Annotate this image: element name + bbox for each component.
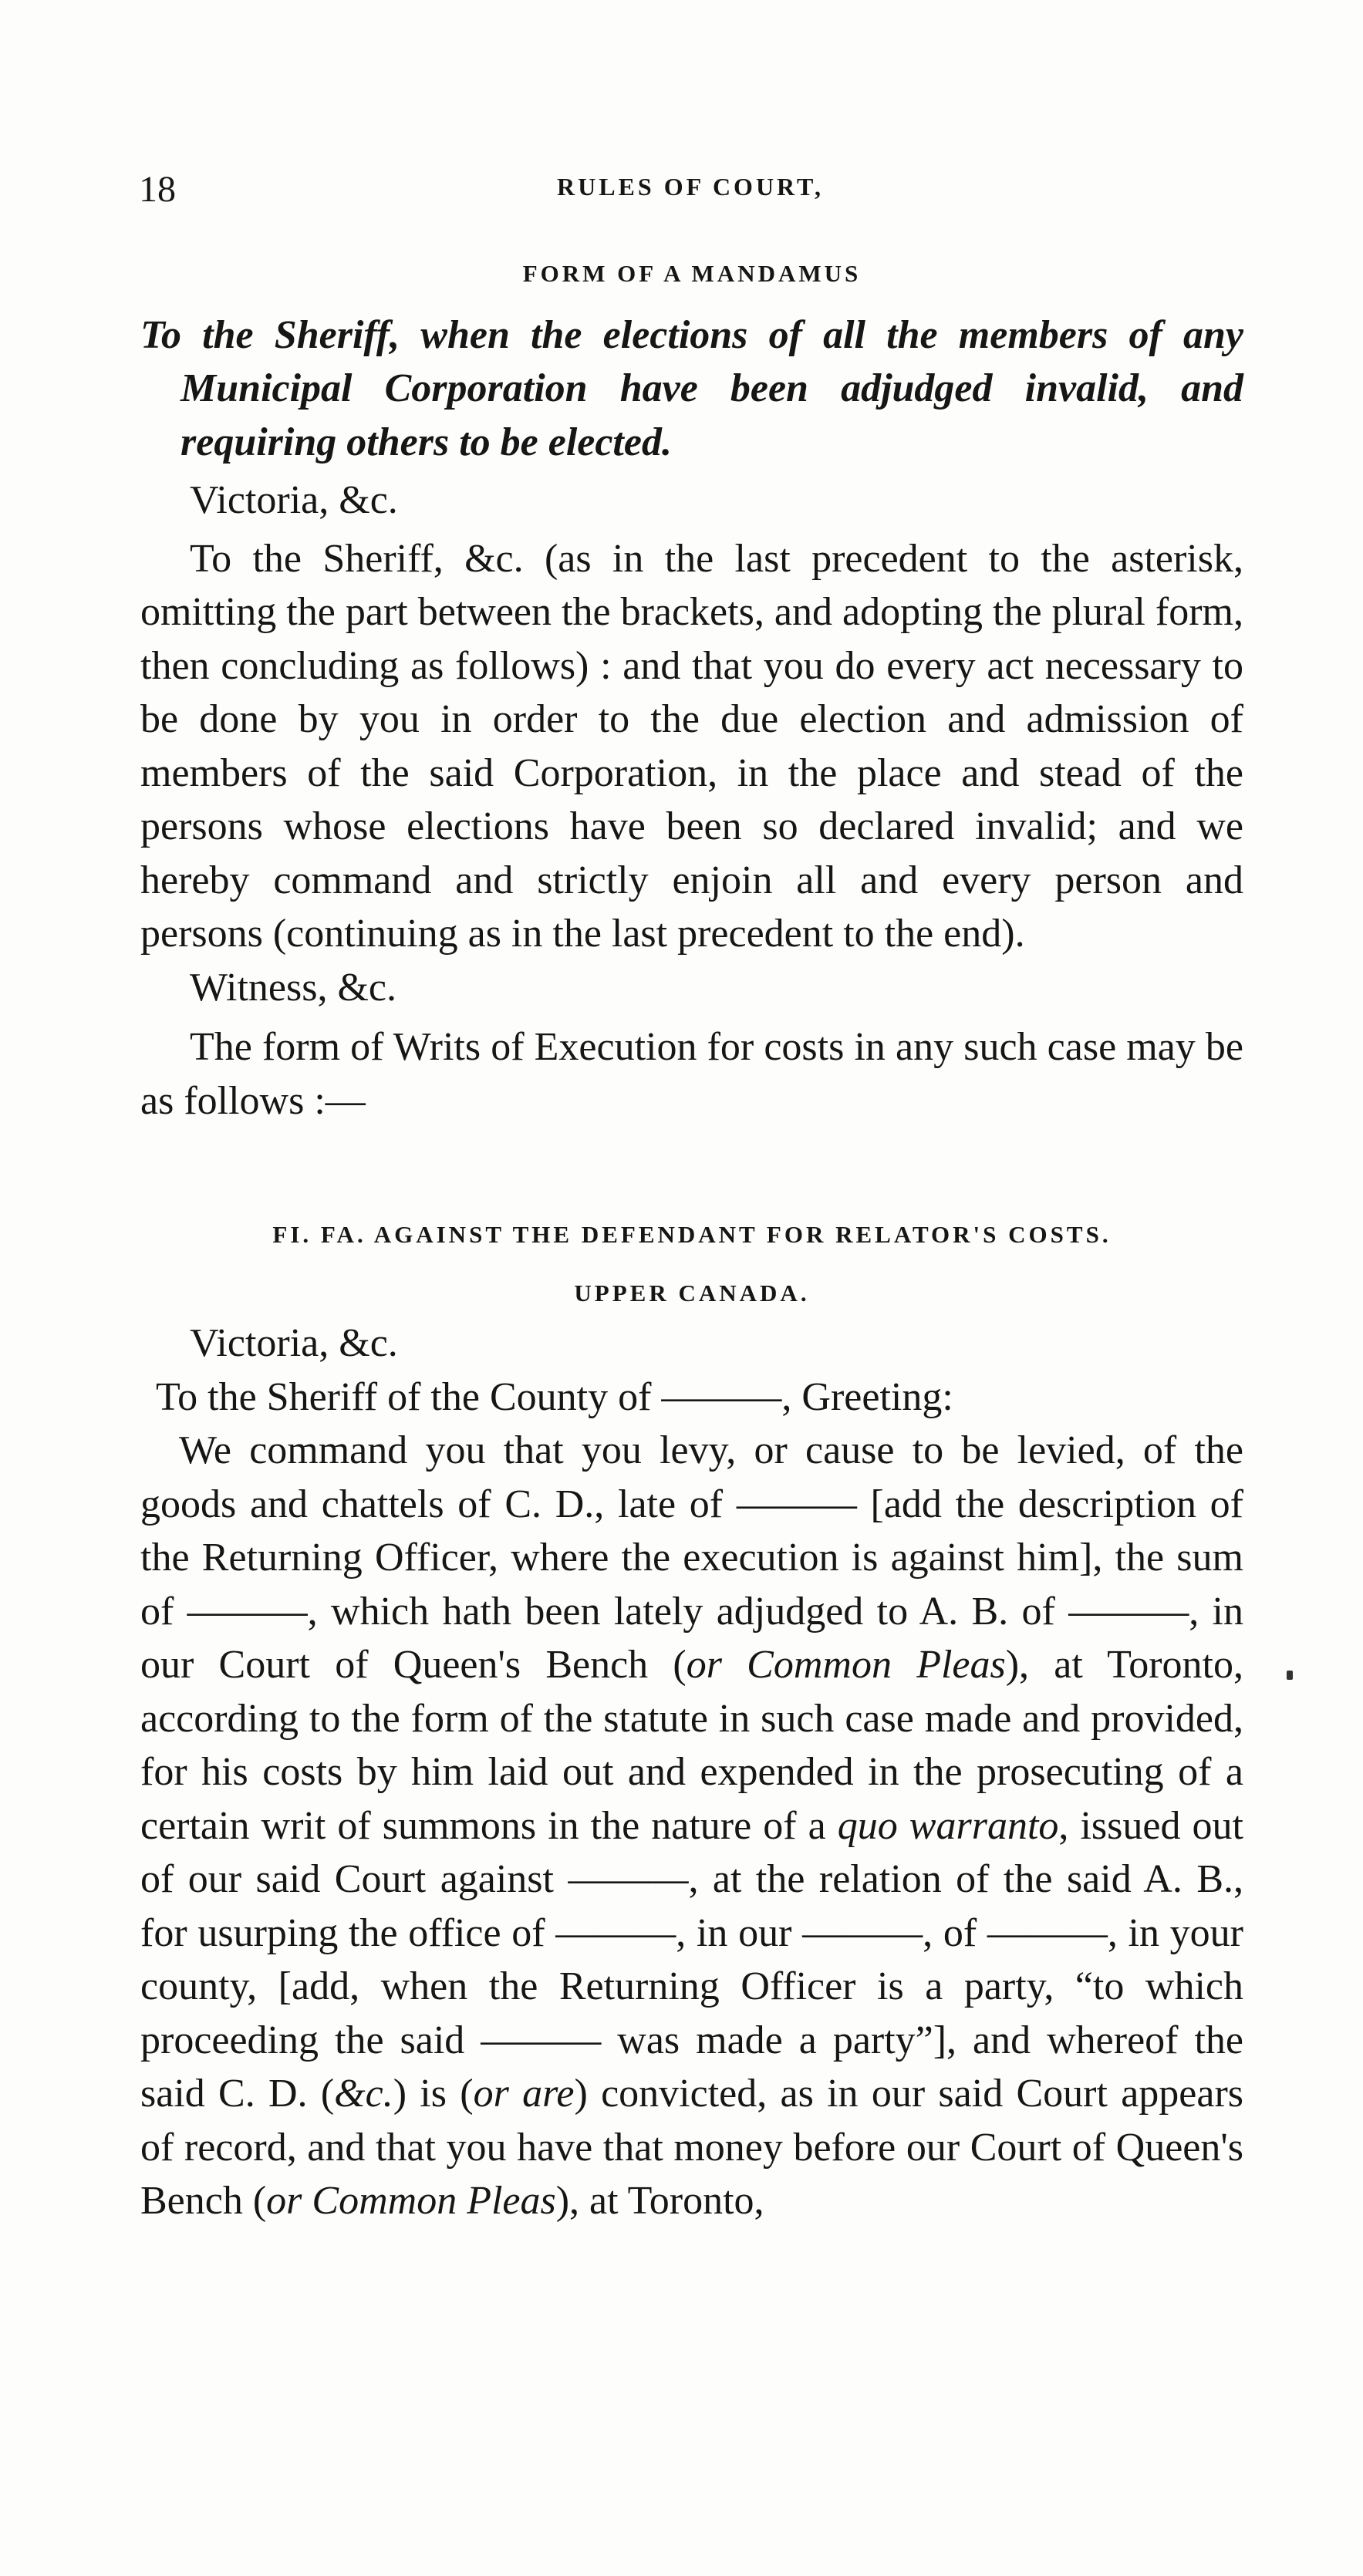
page-header (139, 168, 1242, 214)
sheriff-address: To the Sheriff of the County of ———, Greeting: (156, 1374, 953, 1419)
victoria-line: Victoria, &c. (190, 478, 398, 522)
form-heading: FORM OF A MANDAMUS (522, 260, 862, 287)
fifa-victoria-line: Victoria, &c. (190, 1321, 398, 1365)
fifa-heading: FI. FA. AGAINST THE DEFENDANT FOR RELATOR'S COSTS. (272, 1221, 1112, 1248)
mandamus-form (140, 247, 1243, 1128)
witness-line: Witness, &c. (190, 965, 396, 1010)
fifa-form (140, 1208, 1243, 2228)
form-description: To the Sheriff, when the elections of all the members of any Municipal Corporation have been adjudged invalid, and requiring others to be elected. (140, 312, 1243, 464)
fifa-body: We command you that you levy, or cause to be levied, of the goods and chattels of C. D., late of ——— [add the description of the Returning Officer, where the execution is against him], the sum of ———, which hath been lately adjudged to A. B. of ———, in our Court of Queen's Bench (or Common Pleas), at Toronto, according to the form of the statute in such case made and provided, for his costs by him laid out and expended in the prosecuting of a certain writ of summons in the nature of a quo warranto, issued out of our said Court against ———, at the relation of the said A. B., for usurping the office of ———, in our ———, of ———, in your county, [add, when the Returning Officer is a party, “to which proceeding the said ——— was made a party”], and whereof the said C. D. (&c.) is (or are) convicted, as in our said Court appears of record, and that you have that money before our Court of Queen's Bench (or Common Pleas), at Toronto, (140, 1428, 1243, 2223)
page-number: 18 (139, 169, 176, 210)
place-heading: UPPER CANADA. (574, 1279, 810, 1307)
running-title: RULES OF COURT, (556, 173, 824, 201)
mandamus-body: To the Sheriff, &c. (as in the last precedent to the asterisk, omitting the part between the brackets, and adopting the plural form, then concluding as follows) : and that you do every act necessary to be done by you in order to the due election and admission of members of the said Corporation, in the place and stead of the persons whose elections have been so declared invalid; and we hereby command and strictly enjoin all and every person and persons (continuing as in the last precedent to the end). (140, 536, 1243, 956)
margin-mark (1287, 1671, 1293, 1680)
intro-paragraph: The form of Writs of Execution for costs in any such case may be as follows :— (140, 1025, 1243, 1123)
